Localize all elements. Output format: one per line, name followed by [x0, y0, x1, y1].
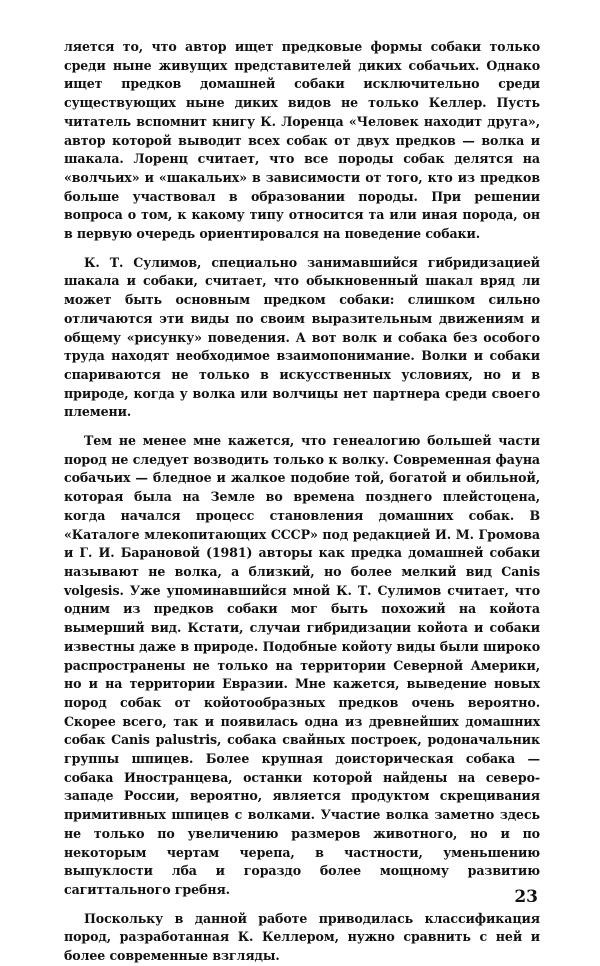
page-number: 23 — [514, 887, 538, 907]
body-text — [64, 38, 540, 966]
paragraph-continuation: ляется то, что автор ищет предковые формы собаки только среди ныне живущих представителей диких собачьих. Однако ищет предков домашней собаки исключительно среди существующих ныне диких видов не только Келлер. Пусть читатель вспомнит книгу К. Лоренца «Человек находит друга», автор которой выводит всех собак от двух предков — волка и шакала. Лоренц считает, что все породы собак делятся на «волчьих» и «шакальих» в зависимости от того, кто из предков больше участвовал в образовании породы. При решении вопроса о том, к какому типу относится та или иная порода, он в первую очередь ориентировался на поведение собаки. — [64, 39, 540, 242]
paragraph-classification: Поскольку в данной работе приводилась классификация пород, разработанная К. Келлером, нужно сравнить с ней и более современные взгляды. — [64, 910, 540, 964]
paragraph-sulimov: К. Т. Сулимов, специально занимавшийся гибридизацией шакала и собаки, считает, что обыкновенный шакал вряд ли может быть основным предком собаки: слишком сильно отличаются эти виды по своим выразительным движениям и общему «рисунку» поведения. А вот волк и собака без особого труда находят необходимое взаимопонимание. Волки и собаки спариваются не только в искусственных условиях, но и в природе, когда у волка или волчицы нет партнера среди своего племени. — [64, 254, 540, 420]
paragraph-genealogy: Тем не менее мне кажется, что генеалогию большей части пород не следует возводить только к волку. Современная фауна собачьих — бледное и жалкое подобие той, богатой и обильной, которая была на Земле во времена позднего плейстоцена, когда начался процесс становления домашних собак. В «Каталоге млекопитающих СССР» под редакцией И. М. Громова и Г. И. Барановой (1981) авторы как предка домашней собаки называют не волка, а близкий, но более мелкий вид Canis volgesis. Уже упоминавшийся мной К. Т. Сулимов считает, что одним из предков собаки мог быть похожий на койота вымерший вид. Кстати, случаи гибридизации койота и собаки известны даже в природе. Подобные койоту виды были широко распространены не только на территории Северной Америки, но и на территории Евразии. Мне кажется, выведение новых пород собак от койотообразных предков очень вероятно. Скорее всего, так и появилась одна из древнейших домашних собак Canis palustris, собака свайных построек, родоначальник группы шпицев. Более крупная доисторическая собака — собака Иностранцева, останки которой найдены на северо-западе России, вероятно, является продуктом скрещивания примитивных шпицев с волками. Участие волка заметно здесь не только по увеличению размеров животного, но и по некоторым чертам черепа, в частности, уменьшению выпуклости лба и гораздо более мощному развитию сагиттального гребня. — [64, 433, 540, 897]
